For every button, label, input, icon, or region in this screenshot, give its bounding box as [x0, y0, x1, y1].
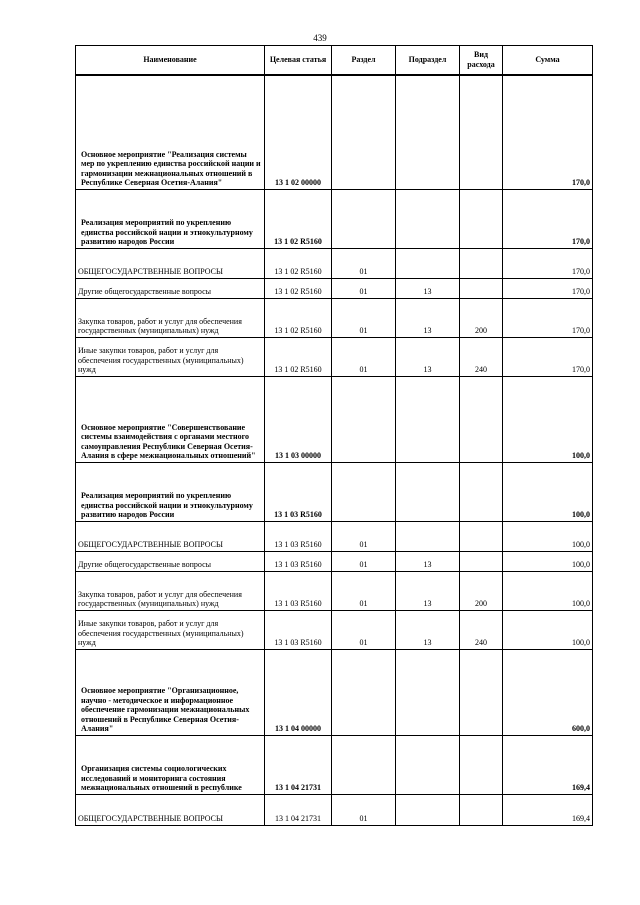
row-sum: 100,0 [503, 376, 593, 462]
table-row [76, 75, 593, 189]
row-subsection [396, 462, 460, 521]
row-code: 13 1 03 R5160 [265, 521, 332, 551]
row-code: 13 1 03 00000 [265, 376, 332, 462]
row-code: 13 1 04 21731 [265, 794, 332, 825]
table-row [76, 337, 593, 376]
row-subsection [396, 75, 460, 189]
row-expense-type [460, 75, 503, 189]
table-row [76, 298, 593, 337]
row-section: 01 [332, 278, 396, 298]
row-expense-type [460, 278, 503, 298]
row-expense-type: 240 [460, 337, 503, 376]
row-code: 13 1 02 R5160 [265, 189, 332, 248]
row-section: 01 [332, 337, 396, 376]
row-subsection [396, 521, 460, 551]
row-name: Реализация мероприятий по укреплению единства российской нации и этнокультурному развитию народов России [76, 462, 265, 521]
row-expense-type [460, 794, 503, 825]
row-sum: 600,0 [503, 649, 593, 735]
row-expense-type [460, 649, 503, 735]
table-row [76, 376, 593, 462]
row-subsection: 13 [396, 337, 460, 376]
row-subsection [396, 189, 460, 248]
table-row [76, 248, 593, 278]
row-name: ОБЩЕГОСУДАРСТВЕННЫЕ ВОПРОСЫ [76, 248, 265, 278]
row-sum: 100,0 [503, 521, 593, 551]
row-expense-type [460, 551, 503, 571]
row-name: Иные закупки товаров, работ и услуг для обеспечения государственных (муниципальных) нужд [76, 337, 265, 376]
table-row [76, 571, 593, 610]
table-row [76, 521, 593, 551]
header-sum: Сумма [503, 46, 593, 76]
row-subsection [396, 649, 460, 735]
row-name: Закупка товаров, работ и услуг для обеспечения государственных (муниципальных) нужд [76, 571, 265, 610]
row-code: 13 1 04 21731 [265, 735, 332, 794]
budget-table [75, 45, 593, 826]
row-name: Другие общегосударственные вопросы [76, 551, 265, 571]
row-name: Основное мероприятие "Реализация системы мер по укреплению единства российской нации и гармонизации межнациональных отношений в Республике Северная Осетия-Алания" [76, 75, 265, 189]
table-header-row [76, 46, 593, 76]
row-name: Основное мероприятие "Организационное, научно - методическое и информационное обеспечение гармонизации межнациональных отношений в Республике Северная Осетия-Алания" [76, 649, 265, 735]
row-code: 13 1 03 R5160 [265, 551, 332, 571]
row-expense-type [460, 462, 503, 521]
row-sum: 170,0 [503, 189, 593, 248]
row-sum: 100,0 [503, 571, 593, 610]
table-row [76, 278, 593, 298]
row-expense-type: 240 [460, 610, 503, 649]
page-number: 439 [313, 33, 327, 43]
row-sum: 170,0 [503, 298, 593, 337]
row-name: Закупка товаров, работ и услуг для обеспечения государственных (муниципальных) нужд [76, 298, 265, 337]
row-section [332, 189, 396, 248]
header-code: Целевая статья [265, 46, 332, 76]
row-section: 01 [332, 571, 396, 610]
row-expense-type [460, 521, 503, 551]
row-name: Иные закупки товаров, работ и услуг для обеспечения государственных (муниципальных) нужд [76, 610, 265, 649]
table-row [76, 649, 593, 735]
header-name: Наименование [76, 46, 265, 76]
row-subsection: 13 [396, 278, 460, 298]
row-sum: 169,4 [503, 735, 593, 794]
table-row [76, 462, 593, 521]
row-subsection [396, 376, 460, 462]
row-sum: 169,4 [503, 794, 593, 825]
row-section: 01 [332, 521, 396, 551]
row-subsection: 13 [396, 571, 460, 610]
row-subsection [396, 794, 460, 825]
row-code: 13 1 02 R5160 [265, 248, 332, 278]
row-section: 01 [332, 248, 396, 278]
header-section: Раздел [332, 46, 396, 76]
row-name: Другие общегосударственные вопросы [76, 278, 265, 298]
row-expense-type: 200 [460, 571, 503, 610]
row-sum: 100,0 [503, 551, 593, 571]
row-code: 13 1 02 R5160 [265, 278, 332, 298]
row-section [332, 462, 396, 521]
row-expense-type [460, 189, 503, 248]
header-subsection: Подраздел [396, 46, 460, 76]
row-section [332, 649, 396, 735]
row-expense-type [460, 735, 503, 794]
row-section [332, 735, 396, 794]
row-name: Организация системы социологических исследований и мониторинга состояния межнациональных отношений в республике [76, 735, 265, 794]
row-expense-type [460, 376, 503, 462]
row-section: 01 [332, 794, 396, 825]
row-code: 13 1 03 R5160 [265, 571, 332, 610]
row-code: 13 1 02 R5160 [265, 298, 332, 337]
row-name: ОБЩЕГОСУДАРСТВЕННЫЕ ВОПРОСЫ [76, 521, 265, 551]
row-code: 13 1 04 00000 [265, 649, 332, 735]
row-code: 13 1 03 R5160 [265, 610, 332, 649]
row-sum: 170,0 [503, 248, 593, 278]
row-subsection: 13 [396, 551, 460, 571]
row-section: 01 [332, 610, 396, 649]
table-row [76, 735, 593, 794]
row-code: 13 1 02 00000 [265, 75, 332, 189]
row-name: Основное мероприятие "Совершенствование системы взаимодействия с органами местного самоуправления Республики Северная Осетия-Алания в сфере межнациональных отношений" [76, 376, 265, 462]
row-sum: 100,0 [503, 462, 593, 521]
row-subsection [396, 248, 460, 278]
table-row [76, 551, 593, 571]
header-expense-type: Вид расхода [460, 46, 503, 76]
row-name: Реализация мероприятий по укреплению единства российской нации и этнокультурному развитию народов России [76, 189, 265, 248]
row-subsection [396, 735, 460, 794]
row-code: 13 1 02 R5160 [265, 337, 332, 376]
row-subsection: 13 [396, 298, 460, 337]
row-expense-type [460, 248, 503, 278]
row-sum: 170,0 [503, 278, 593, 298]
row-expense-type: 200 [460, 298, 503, 337]
table-row [76, 794, 593, 825]
row-sum: 100,0 [503, 610, 593, 649]
row-sum: 170,0 [503, 75, 593, 189]
row-code: 13 1 03 R5160 [265, 462, 332, 521]
row-name: ОБЩЕГОСУДАРСТВЕННЫЕ ВОПРОСЫ [76, 794, 265, 825]
table-row [76, 610, 593, 649]
row-subsection: 13 [396, 610, 460, 649]
row-section: 01 [332, 298, 396, 337]
row-section [332, 376, 396, 462]
row-section: 01 [332, 551, 396, 571]
table-row [76, 189, 593, 248]
row-sum: 170,0 [503, 337, 593, 376]
row-section [332, 75, 396, 189]
